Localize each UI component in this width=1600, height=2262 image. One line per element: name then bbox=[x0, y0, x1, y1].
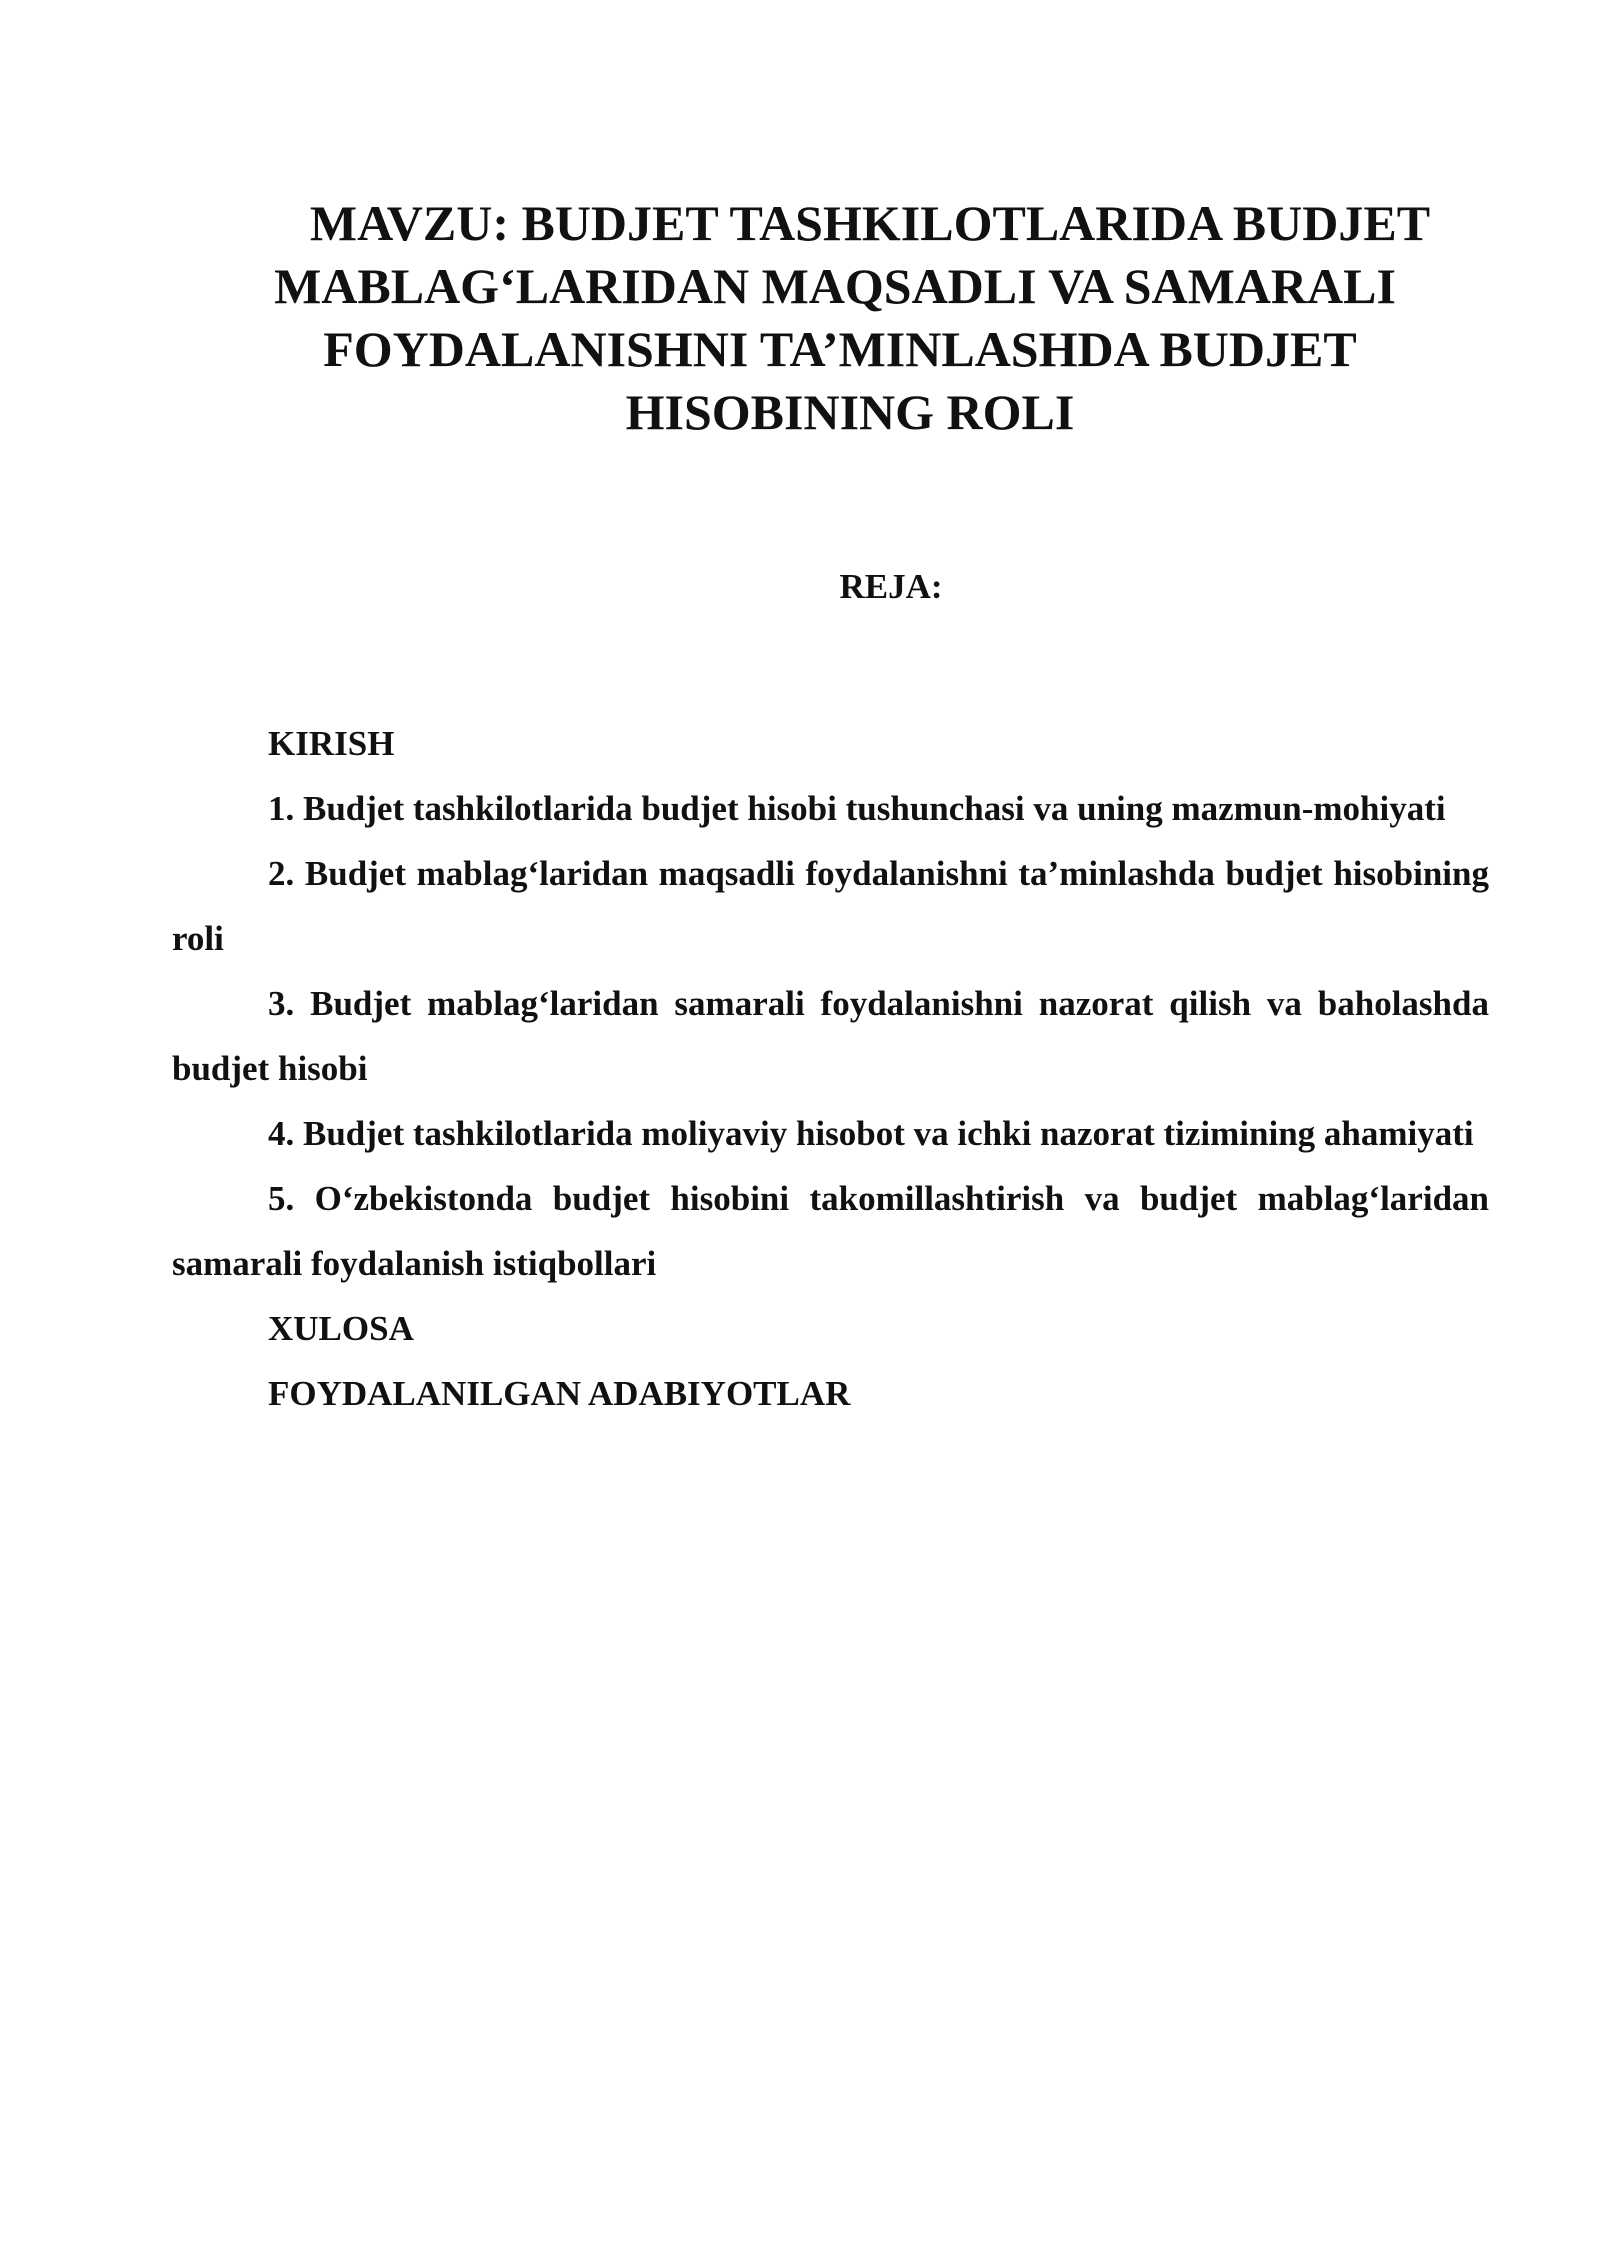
plan-intro: KIRISH bbox=[268, 724, 395, 763]
plan-item-2: 2. Budjet mablag‘laridan maqsadli foydalanishni ta’minlashda budjet hisobining roli bbox=[172, 854, 1489, 958]
title-line-1: MAVZU: BUDJET TASHKILOTLARIDA BUDJET bbox=[309, 195, 1431, 251]
plan-references: FOYDALANILGAN ADABIYOTLAR bbox=[268, 1374, 851, 1413]
title-line-3: FOYDALANISHNI TA’MINLASHDA BUDJET bbox=[323, 321, 1357, 377]
plan-list bbox=[172, 711, 1489, 1426]
title-line-2: MABLAG‘LARIDAN MAQSADLI VA SAMARALI bbox=[274, 258, 1396, 314]
plan-item-4: 4. Budjet tashkilotlarida moliyaviy hisobot va ichki nazorat tizimining ahamiyati bbox=[268, 1114, 1474, 1153]
plan-item-1: 1. Budjet tashkilotlarida budjet hisobi tushunchasi va uning mazmun-mohiyati bbox=[268, 789, 1446, 828]
plan-item-3: 3. Budjet mablag‘laridan samarali foydalanishni nazorat qilish va baholashda budjet hisobi bbox=[172, 984, 1489, 1088]
plan-item-5: 5. O‘zbekistonda budjet hisobini takomillashtirish va budjet mablag‘laridan samarali foydalanish istiqbollari bbox=[172, 1179, 1489, 1283]
plan-conclusion: XULOSA bbox=[268, 1309, 414, 1348]
plan-heading: REJA: bbox=[839, 567, 943, 606]
title-line-4: HISOBINING ROLI bbox=[625, 384, 1075, 440]
document-title bbox=[200, 192, 1500, 444]
